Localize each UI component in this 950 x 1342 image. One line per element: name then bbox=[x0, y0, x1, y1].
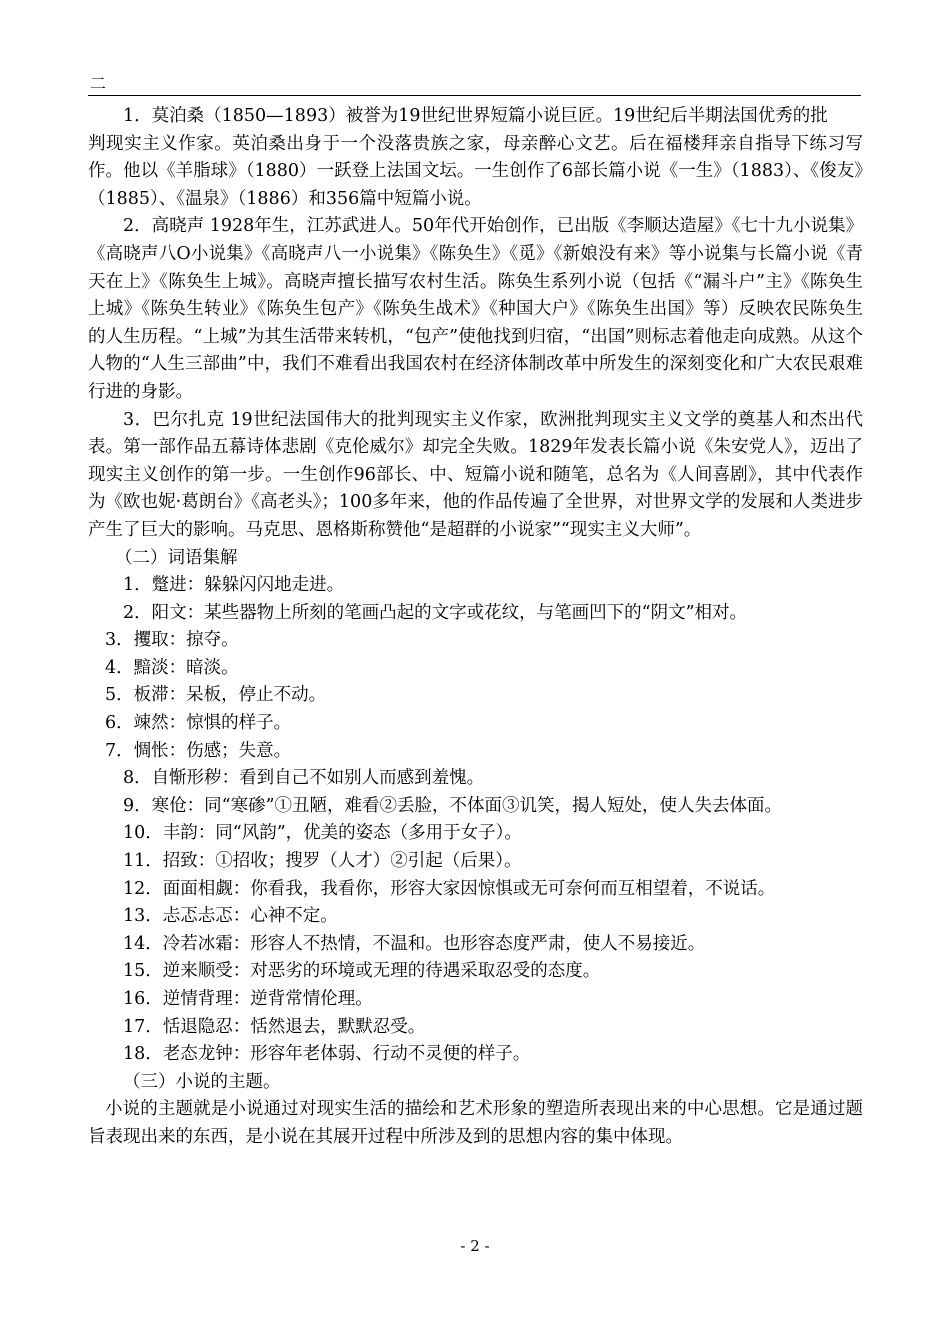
vocab-item: 5．板滞：呆板，停止不动。 bbox=[105, 685, 327, 706]
header-rule bbox=[88, 95, 861, 96]
vocab-item: 9．寒伧：同“寒碜”①丑陋，难看②丢脸，不体面③讥笑，揭人短处，使人失去体面。 bbox=[123, 795, 783, 816]
vocab-item: 7．惆怅：伤感；失意。 bbox=[105, 740, 292, 761]
vocab-item: 2．阳文：某些器物上所刻的笔画凸起的文字或花纹，与笔画凹下的“阴文”相对。 bbox=[123, 602, 748, 623]
author-entry-balzac: 3．巴尔扎克 19世纪法国伟大的批判现实主义作家，欧洲批判现实主义文学的奠基人和杰出代表。第一部作品五幕诗体悲剧《克伦威尔》却完全失败。1829年发表长篇小说《朱安党人》，迈出了现实主义创作的第一步。一生创作96部长、中、短篇小说和随笔，总名为《人间喜剧》，其中代表作为《欧也妮·葛朗台》《高老头》；100多年来，他的作品传遍了全世界，对世界文学的发展和人类进步产生了巨大的影响。马克思、恩格斯称赞他“是超群的小说家”“现实主义大师”。 bbox=[88, 409, 863, 540]
section-heading-vocabulary: （二）词语集解 bbox=[115, 547, 238, 568]
vocab-item: 4．黯淡：暗淡。 bbox=[105, 657, 239, 678]
vocab-item: 6．竦然：惊惧的样子。 bbox=[105, 713, 292, 734]
author-entry-maupassant bbox=[88, 103, 863, 213]
vocab-item: 15．逆来顺受：对恶劣的环境或无理的待遇采取忍受的态度。 bbox=[123, 961, 601, 982]
theme-paragraph: 小说的主题就是小说通过对现实生活的描绘和艺术形象的塑造所表现出来的中心思想。它是通过题旨表现出来的东西，是小说在其展开过程中所涉及到的思想内容的集中体现。 bbox=[88, 1099, 863, 1147]
vocab-item: 16．逆情背理：逆背常情伦理。 bbox=[123, 989, 373, 1009]
author-entry-text: 判现实主义作家。英泊桑出身于一个没落贵族之家，母亲醉心文艺。后在福楼拜亲自指导下练习写作。他以《羊脂球》（1880）一跃登上法国文坛。一生创作了6部长篇小说《一生》（1883）、《俊友》（1885）、《温泉》（1886）和356篇中短篇小说。 bbox=[88, 133, 863, 209]
vocab-item: 8．自惭形秽：看到自己不如别人而感到羞愧。 bbox=[123, 768, 485, 789]
vocab-item: 11．招致：①招收；搜罗（人才）②引起（后果）。 bbox=[123, 851, 522, 872]
page-section-mark: 二 bbox=[90, 74, 107, 93]
vocab-item: 18．老态龙钟：形容年老体弱、行动不灵便的样子。 bbox=[123, 1044, 531, 1065]
vocabulary-list bbox=[88, 572, 863, 1069]
page-number: - 2 - bbox=[460, 1237, 490, 1255]
section-heading-theme: （三）小说的主题。 bbox=[123, 1071, 281, 1092]
vocab-item: 3．攫取：掠夺。 bbox=[105, 630, 239, 651]
vocab-item: 1．蹩进：躲躲闪闪地走进。 bbox=[123, 575, 345, 596]
vocab-item: 13．忐忑忐忑：心神不定。 bbox=[123, 906, 338, 927]
vocab-item: 14．冷若冰霜：形容人不热情，不温和。也形容态度严肃，使人不易接近。 bbox=[123, 933, 706, 954]
author-entry-line: 1．莫泊桑（1850—1893）被誉为19世纪世界短篇小说巨匠。19世纪后半期法国优秀的批 bbox=[123, 106, 828, 126]
author-entry-gao-xiaosheng: 2．高晓声 1928年生，江苏武进人。50年代开始创作，已出版《李顺达造屋》《七十九小说集》《高晓声八O小说集》《高晓声八一小说集》《陈奂生》《觅》《新娘没有来》等小说集与长篇小说《青天在上》《陈奂生上城》。高晓声擅长描写农村生活。陈奂生系列小说（包括《“漏斗户”主》《陈奂生上城》《陈奂生转业》《陈奂生包产》《陈奂生战术》《种国大户》《陈奂生出国》等）反映农民陈奂生的人生历程。“上城”为其生活带来转机，“包产”使他找到归宿，“出国”则标志着他走向成熟。从这个人物的“人生三部曲”中，我们不难看出我国农村在经济体制改革中所发生的深刻变化和广大农民艰难行进的身影。 bbox=[88, 216, 863, 402]
vocab-item: 17．恬退隐忍：恬然退去，默默忍受。 bbox=[123, 1016, 426, 1037]
vocab-item: 12．面面相觑：你看我，我看你，形容大家因惊惧或无可奈何而互相望着，不说话。 bbox=[123, 878, 776, 899]
document-body bbox=[88, 103, 863, 1152]
vocab-item: 10．丰韵：同“风韵”，优美的姿态（多用于女子）。 bbox=[123, 823, 522, 844]
